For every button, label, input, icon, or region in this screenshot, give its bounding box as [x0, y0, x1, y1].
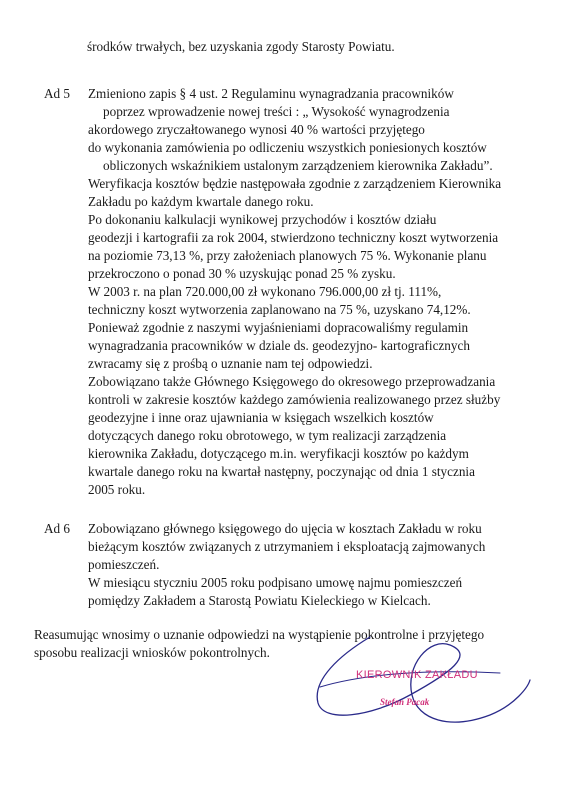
- section-label-ad6: Ad 6: [44, 521, 71, 536]
- ad5-line-15: wynagradzania pracowników w dziale ds. geodezyjno- kartograficznych: [88, 338, 470, 353]
- ad6-line-3: pomieszczeń.: [88, 557, 160, 572]
- ad5-line-22: kwartale danego roku na kwartał następny, poczynając od dnia 1 stycznia: [88, 464, 475, 479]
- ad5-line-13: techniczny koszt wytworzenia zaplanowano na 75 %, uzyskano 74,12%.: [88, 302, 471, 317]
- ad5-line-8: Po dokonaniu kalkulacji wynikowej przychodów i kosztów działu: [88, 212, 437, 227]
- top-line: środków trwałych, bez uzyskania zgody Starosty Powiatu.: [87, 39, 395, 54]
- ad5-line-4: do wykonania zamówienia po odliczeniu wszystkich poniesionych kosztów: [88, 140, 487, 155]
- ad5-line-17: Zobowiązano także Głównego Księgowego do okresowego przeprowadzania: [88, 374, 496, 389]
- ad5-line-7: Zakładu po każdym kwartale danego roku.: [88, 194, 314, 209]
- ad5-line-2: poprzez wprowadzenie nowej treści : „ Wysokość wynagrodzenia: [103, 104, 450, 119]
- ad5-line-10: na poziomie 73,13 %, przy założeniach planowych 75 %. Wykonanie planu: [88, 248, 487, 263]
- ad5-line-16: zwracamy się z prośbą o uznanie nam tej odpowiedzi.: [88, 356, 373, 371]
- closing-line-2: sposobu realizacji wniosków pokontrolnych.: [34, 645, 270, 660]
- ad5-line-11: przekroczono o ponad 30 % uzyskując ponad 25 % zysku.: [88, 266, 396, 281]
- ad5-line-1: Zmieniono zapis § 4 ust. 2 Regulaminu wynagradzania pracowników: [88, 86, 454, 101]
- closing-line-1: Reasumując wnosimy o uznanie odpowiedzi na wystąpienie pokontrolne i przyjętego: [34, 627, 485, 642]
- ad5-line-21: kierownika Zakładu, dotyczącego m.in. weryfikacji kosztów po każdym: [88, 446, 469, 461]
- section-label-ad5: Ad 5: [44, 86, 71, 101]
- ad6-line-5: pomiędzy Zakładem a Starostą Powiatu Kieleckiego w Kielcach.: [88, 593, 431, 608]
- ad6-line-1: Zobowiązano głównego księgowego do ujęcia w kosztach Zakładu w roku: [88, 521, 482, 536]
- ad5-line-12: W 2003 r. na plan 720.000,00 zł wykonano 796.000,00 zł tj. 111%,: [88, 284, 442, 299]
- ad5-line-23: 2005 roku.: [88, 482, 146, 497]
- ad6-line-4: W miesiącu styczniu 2005 roku podpisano umowę najmu pomieszczeń: [88, 575, 463, 590]
- ad5-line-3: akordowego zryczałtowanego wynosi 40 % wartości przyjętego: [88, 122, 425, 137]
- stamp-title: KIEROWNIK ZAKŁADU: [356, 669, 478, 681]
- ad5-line-19: geodezyjne i inne oraz ujawniania w księgach wszelkich kosztów: [88, 410, 434, 425]
- signature-block: [300, 625, 540, 735]
- ad5-line-14: Ponieważ zgodnie z naszymi wyjaśnieniami dopracowaliśmy regulamin: [88, 320, 469, 335]
- stamp-name: Stefan Pacak: [380, 697, 430, 707]
- ad5-line-6: Weryfikacja kosztów będzie następowała zgodnie z zarządzeniem Kierownika: [88, 176, 502, 191]
- ad5-line-5: obliczonych wskaźnikiem ustalonym zarządzeniem kierownika Zakładu”.: [103, 158, 493, 173]
- ad5-line-18: kontroli w zakresie kosztów każdego zamówienia realizowanego przez służby: [88, 392, 501, 407]
- ad6-line-2: bieżącym kosztów związanych z utrzymaniem i eksploatacją zajmowanych: [88, 539, 486, 554]
- ad5-line-9: geodezji i kartografii za rok 2004, stwierdzono techniczny koszt wytworzenia: [88, 230, 499, 245]
- ad5-line-20: dotyczących danego roku obrotowego, w tym realizacji zarządzenia: [88, 428, 447, 443]
